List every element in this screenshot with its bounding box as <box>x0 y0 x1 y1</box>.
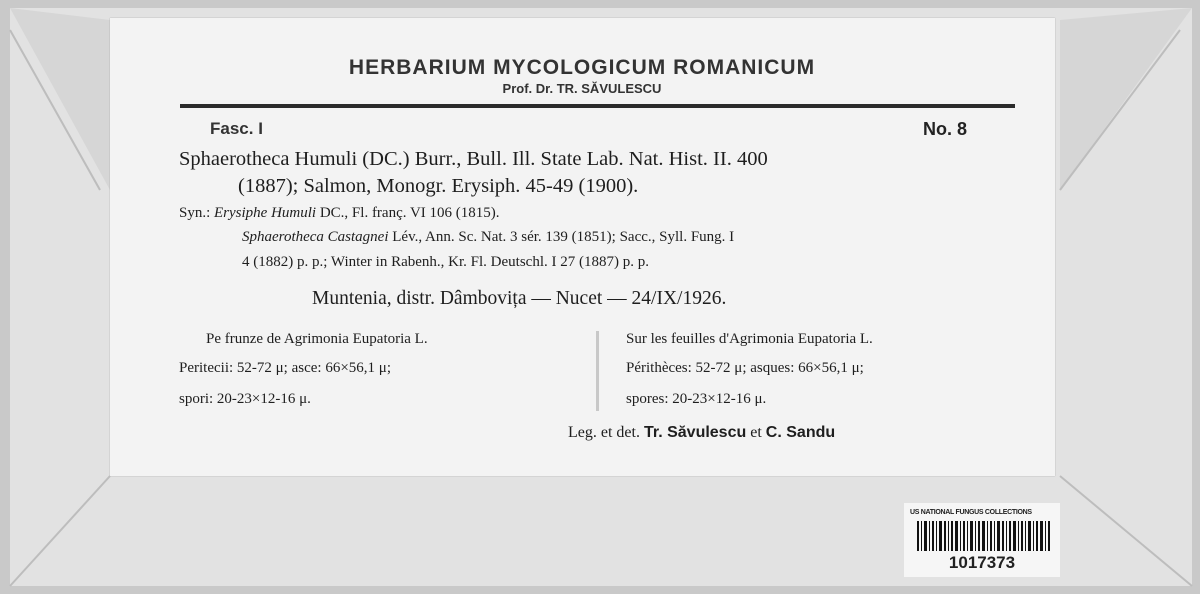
locality: Muntenia, distr. Dâmbovița — Nucet — 24/IX/1926. <box>312 288 727 309</box>
column-divider <box>596 331 599 411</box>
french-description-line: Périthèces: 52-72 μ; asques: 66×56,1 μ; <box>626 360 864 376</box>
french-description-line: Sur les feuilles d'Agrimonia Eupatoria L. <box>626 331 873 347</box>
barcode-collection-title: US NATIONAL FUNGUS COLLECTIONS <box>910 509 1032 516</box>
synonym-prefix: Syn.: <box>179 205 211 221</box>
barcode-number: 1017373 <box>948 553 1016 572</box>
species-citation-line1: Sphaerotheca Humuli (DC.) Burr., Bull. Ill. State Lab. Nat. Hist. II. 400 <box>179 148 768 170</box>
collector-1: Tr. Săvulescu <box>643 424 747 441</box>
romanian-description-line: Peritecii: 52-72 μ; asce: 66×56,1 μ; <box>179 360 391 376</box>
header-rule <box>180 104 1015 108</box>
romanian-description-line: Pe frunze de Agrimonia Eupatoria L. <box>206 331 428 347</box>
collectors-line <box>568 424 835 442</box>
herbarium-professor: Prof. Dr. TR. SĂVULESCU <box>502 81 662 96</box>
synonym2-name: Sphaerotheca Castagnei <box>242 229 389 245</box>
synonym1-citation: DC., Fl. franç. VI 106 (1815). <box>316 205 500 221</box>
synonym2-citation: Lév., Ann. Sc. Nat. 3 sér. 139 (1851); Sacc., Syll. Fung. I <box>388 229 735 245</box>
synonym-line2 <box>242 229 734 246</box>
species-citation-line2: (1887); Salmon, Monogr. Erysiph. 45-49 (1900). <box>238 175 639 197</box>
specimen-number: No. 8 <box>923 119 968 139</box>
leg-and: et <box>750 424 762 441</box>
barcode-label <box>904 503 1060 577</box>
synonym-line1 <box>179 205 500 222</box>
leg-prefix: Leg. et det. <box>568 424 640 441</box>
french-description-line: spores: 20-23×12-16 μ. <box>626 391 767 407</box>
romanian-description-line: spori: 20-23×12-16 μ. <box>179 391 311 407</box>
barcode-icon <box>917 521 1051 551</box>
herbarium-title: HERBARIUM MYCOLOGICUM ROMANICUM <box>348 56 816 79</box>
herbarium-label <box>110 18 1055 476</box>
synonym-line3: 4 (1882) p. p.; Winter in Rabenh., Kr. Fl. Deutschl. I 27 (1887) p. p. <box>242 254 649 270</box>
synonym1-name: Erysiphe Humuli <box>214 205 317 221</box>
fascicle-label: Fasc. I <box>210 119 263 138</box>
collector-2: C. Sandu <box>765 424 836 441</box>
